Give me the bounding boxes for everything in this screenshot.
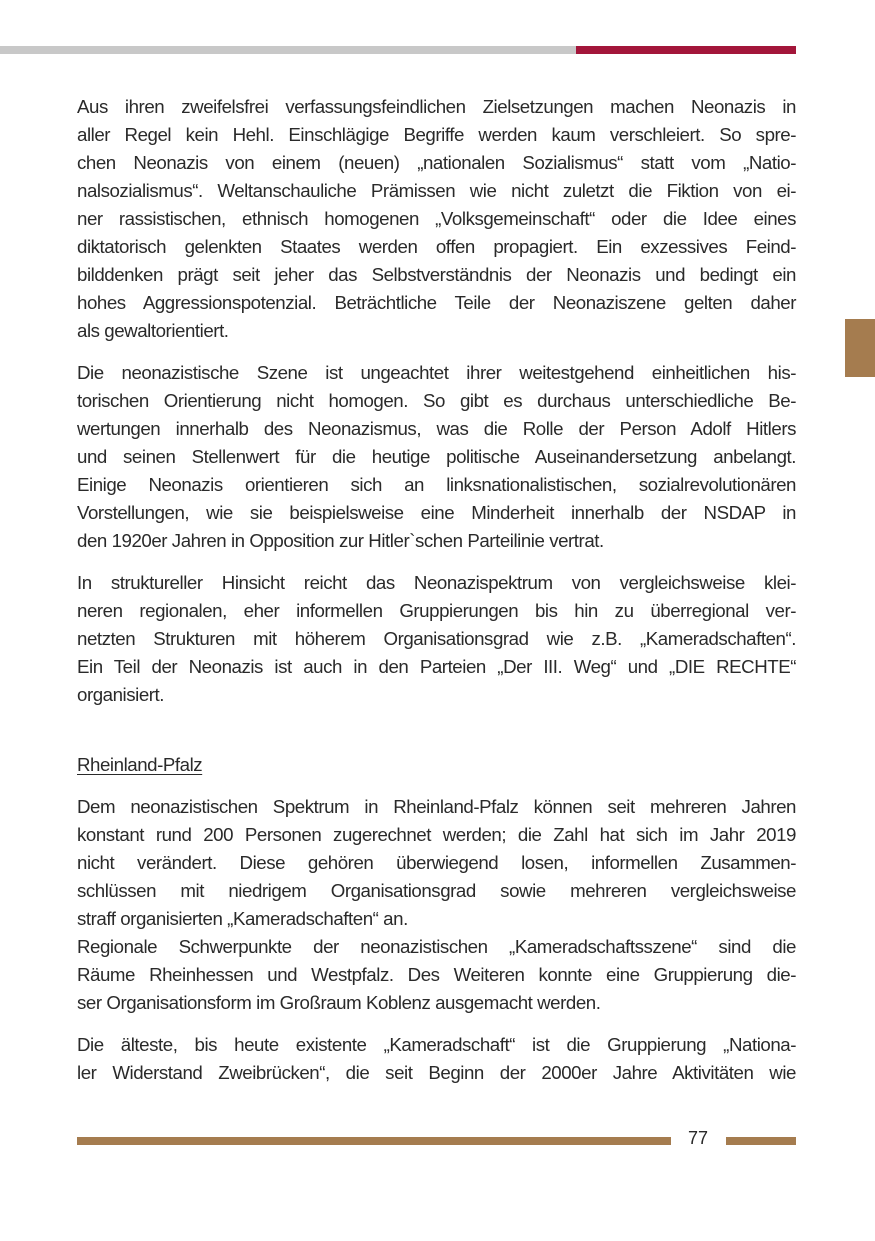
text-line: Ein Teil der Neonazis ist auch in den Parteien „Der III. Weg“ und „DIE RECHTE“ [77,656,796,677]
text-line: als gewaltorientiert. [77,320,229,341]
text-line: nicht verändert. Diese gehören überwiegend losen, informellen Zusammen- [77,852,796,873]
text-line: nalsozialismus“. Weltanschauliche Prämissen wie nicht zuletzt die Fiktion von ei- [77,180,796,201]
text-line: Räume Rheinhessen und Westpfalz. Des Weiteren konnte eine Gruppierung die- [77,964,796,985]
text-line: bilddenken prägt seit jeher das Selbstverständnis der Neonazis und bedingt ein [77,264,796,285]
text-line: chen Neonazis von einem (neuen) „nationalen Sozialismus“ statt vom „Natio- [77,152,796,173]
text-line: schlüssen mit niedrigem Organisationsgrad sowie mehreren vergleichsweise [77,880,796,901]
text-line: Die neonazistische Szene ist ungeachtet ihrer weitestgehend einheitlichen his- [77,362,796,383]
text-line: organisiert. [77,684,165,705]
page-number: 77 [687,1128,709,1148]
section-heading-text: Rheinland-Pfalz [77,754,203,775]
text-line: ser Organisationsform im Großraum Koblenz ausgemacht werden. [77,992,601,1013]
text-line: straff organisierten „Kameradschaften“ an. [77,908,408,929]
paragraph-3 [77,569,796,709]
paragraph-2 [77,359,796,555]
footer-rule-right [726,1137,796,1145]
header-rule-accent [576,46,796,54]
text-line: und seinen Stellenwert für die heutige politische Auseinandersetzung anbelangt. [77,446,796,467]
text-line: den 1920er Jahren in Opposition zur Hitler`schen Parteilinie vertrat. [77,530,604,551]
text-line: hohes Aggressionspotenzial. Beträchtliche Teile der Neonaziszene gelten daher [77,292,796,313]
text-line: Regionale Schwerpunkte der neonazistischen „Kameradschaftsszene“ sind die [77,936,796,957]
chapter-side-tab [845,319,875,377]
text-line: ner rassistischen, ethnisch homogenen „Volksgemeinschaft“ oder die Idee eines [77,208,796,229]
text-line: wertungen innerhalb des Neonazismus, was die Rolle der Person Adolf Hitlers [77,418,796,439]
text-line: diktatorisch gelenkten Staates werden offen propagiert. Ein exzessives Feind- [77,236,796,257]
section-heading [77,751,796,779]
text-line: ler Widerstand Zweibrücken“, die seit Beginn der 2000er Jahre Aktivitäten wie [77,1062,796,1083]
text-line: netzten Strukturen mit höherem Organisationsgrad wie z.B. „Kameradschaften“. [77,628,796,649]
text-line: neren regionalen, eher informellen Gruppierungen bis hin zu überregional ver- [77,600,796,621]
text-line: konstant rund 200 Personen zugerechnet werden; die Zahl hat sich im Jahr 2019 [77,824,796,845]
footer-rule-left [77,1137,671,1145]
text-line: aller Regel kein Hehl. Einschlägige Begriffe werden kaum verschleiert. So spre- [77,124,796,145]
text-line: Aus ihren zweifelsfrei verfassungsfeindlichen Zielsetzungen machen Neonazis in [77,96,796,117]
text-line: Dem neonazistischen Spektrum in Rheinland-Pfalz können seit mehreren Jahren [77,796,796,817]
text-line: Die älteste, bis heute existente „Kameradschaft“ ist die Gruppierung „Nationa- [77,1034,796,1055]
text-line: torischen Orientierung nicht homogen. So gibt es durchaus unterschiedliche Be- [77,390,796,411]
paragraph-4 [77,793,796,1017]
page-body [77,93,796,1087]
header-rule-gray [0,46,576,54]
paragraph-1 [77,93,796,345]
text-line: In struktureller Hinsicht reicht das Neonazispektrum von vergleichsweise klei- [77,572,796,593]
text-line: Einige Neonazis orientieren sich an linksnationalistischen, sozialrevolutionären [77,474,796,495]
paragraph-5 [77,1031,796,1087]
text-line: Vorstellungen, wie sie beispielsweise eine Minderheit innerhalb der NSDAP in [77,502,796,523]
